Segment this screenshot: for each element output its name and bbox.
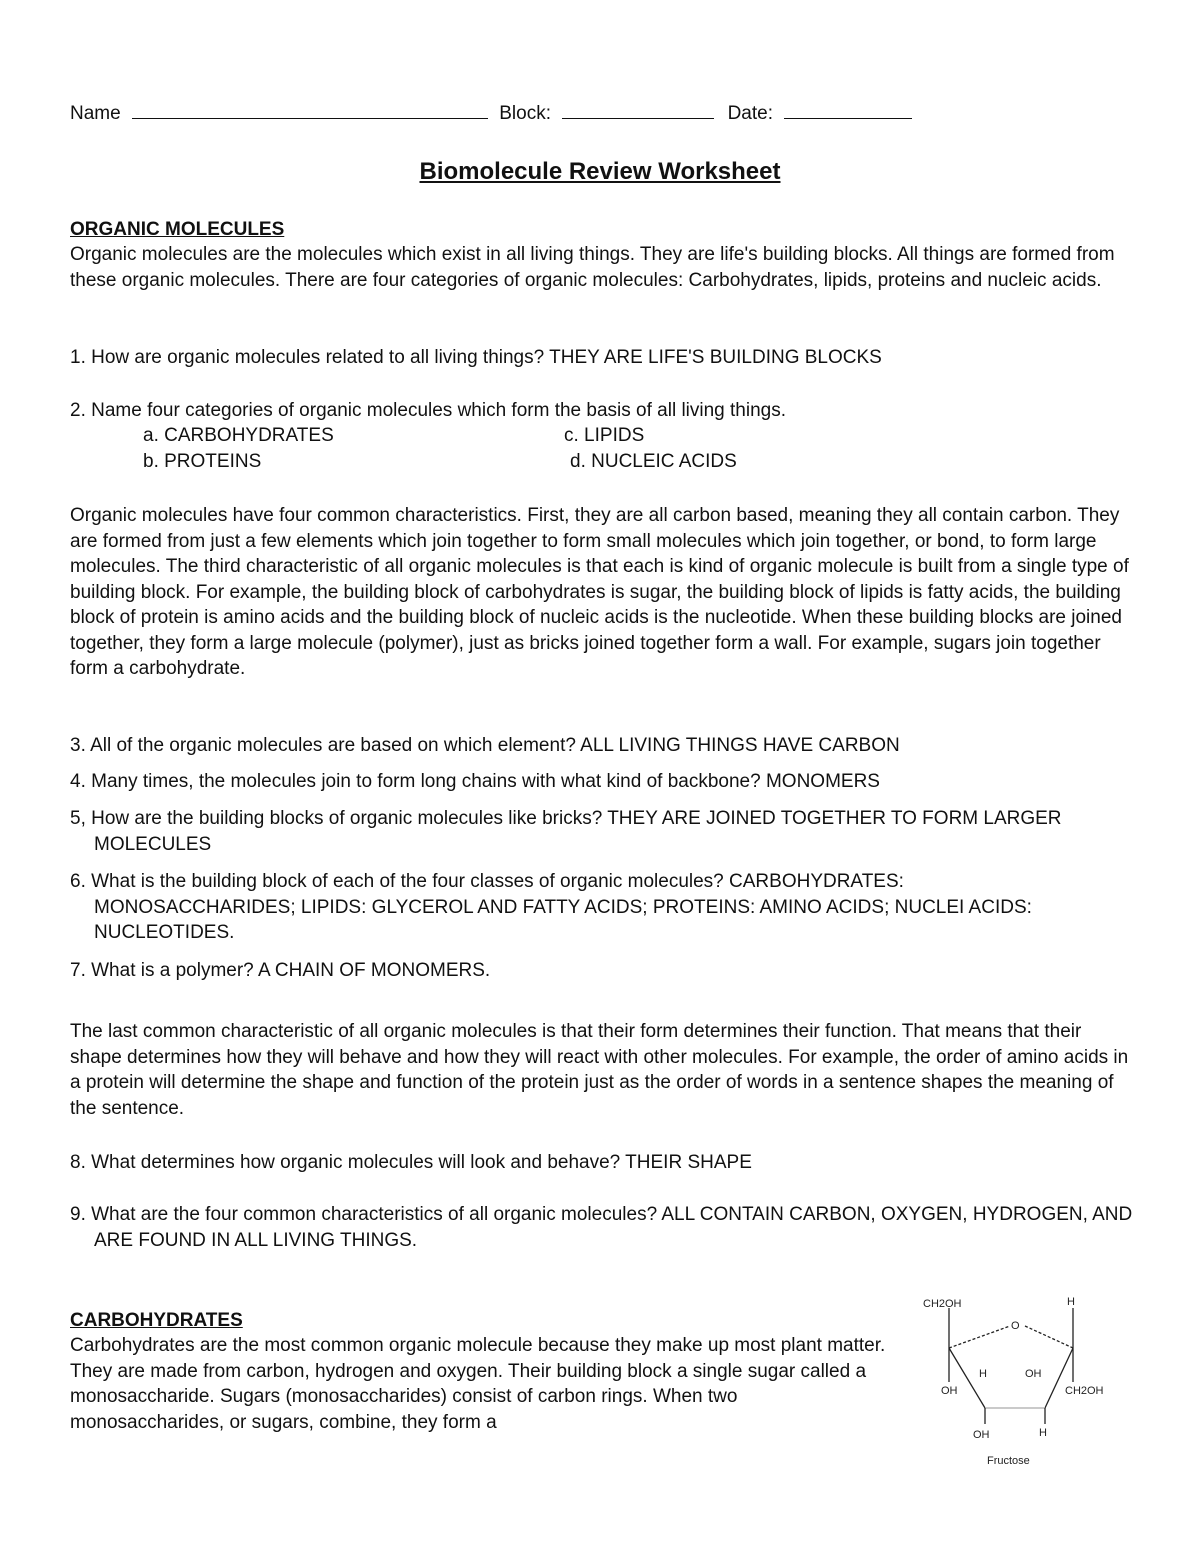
page-title: Biomolecule Review Worksheet (419, 158, 781, 185)
question-9: 9. What are the four common characteristics of all organic molecules? ALL CONTAIN CARBON, OXYGEN, HYDROGEN, AND ARE FOUND IN ALL LIVING THINGS. (70, 1204, 1133, 1251)
question-8: 8. What determines how organic molecules will look and behave? THEIR SHAPE (70, 1152, 752, 1173)
date-field[interactable] (784, 100, 912, 119)
carbohydrates-text: Carbohydrates are the most common organic molecule because they make up most plant matter. They are made from carbon, hydrogen and oxygen. Their building block a single sugar called a monosaccharide. Sugars (monosaccharides) consist of carbon rings. When two monosaccharides, or sugars, combine, they form a (70, 1335, 886, 1433)
answer-2c: c. LIPIDS (564, 425, 645, 446)
label-oh-bottom: OH (973, 1429, 990, 1441)
label-h-bottom: H (1039, 1427, 1047, 1439)
figure-caption: Fructose (987, 1455, 1030, 1467)
question-3: 3. All of the organic molecules are based on which element? ALL LIVING THINGS HAVE CARBON (70, 735, 900, 756)
label-oh-mid: OH (1025, 1368, 1042, 1380)
block-label: Block: (499, 103, 551, 124)
label-oh-left: OH (941, 1385, 958, 1397)
section-heading-carbohydrates: CARBOHYDRATES (70, 1310, 243, 1331)
answer-2d: d. NUCLEIC ACIDS (570, 451, 737, 472)
answer-2a: a. CARBOHYDRATES (143, 425, 334, 446)
name-label: Name (70, 103, 121, 124)
date-label: Date: (727, 103, 773, 124)
characteristics-paragraph: Organic molecules have four common characteristics. First, they are all carbon based, meaning they all contain carbon. They are formed from just a few elements which join together to form small molecules which join together, or bond, to form large molecules. The third characteristic of all organic molecules is that each is kind of organic molecule is built from a single type of building block. For example, the building block of carbohydrates is sugar, the building block of lipids is fatty acids, the building block of protein is amino acids and the building block of nucleic acids is the nucleotide. When these building blocks are joined together, they form a large molecule (polymer), just as bricks joined together form a wall. For example, sugars join together form a carbohydrate. (70, 505, 1129, 679)
label-h-top: H (1067, 1296, 1075, 1308)
question-1: 1. How are organic molecules related to all living things? THEY ARE LIFE'S BUILDING BLOCKS (70, 347, 882, 368)
bond-ring-right-lower (1045, 1348, 1073, 1408)
header-line (70, 100, 912, 127)
form-function-paragraph: The last common characteristic of all organic molecules is that their form determines their function. That means that their shape determines how they will behave and how they will react with other molecules. For example, the order of amino acids in a protein will determine the shape and function of the protein just as the order of words in a sentence shapes the meaning of the sentence. (70, 1021, 1129, 1119)
question-4: 4. Many times, the molecules join to form long chains with what kind of backbone? MONOMERS (70, 771, 880, 792)
question-2: 2. Name four categories of organic molecules which form the basis of all living things. (70, 400, 787, 421)
question-7: 7. What is a polymer? A CHAIN OF MONOMERS. (70, 960, 491, 981)
question-5: 5, How are the building blocks of organic molecules like bricks? THEY ARE JOINED TOGETHER TO FORM LARGER MOLECULES (70, 808, 1062, 855)
label-ring-oxygen: O (1011, 1320, 1020, 1332)
section-heading-organic: ORGANIC MOLECULES (70, 219, 285, 240)
bond-ring-left-to-o (949, 1326, 1010, 1348)
fructose-structure-figure (915, 1290, 1125, 1470)
answer-2b: b. PROTEINS (143, 451, 262, 472)
bond-ring-o-to-right (1025, 1326, 1073, 1348)
label-h-mid: H (979, 1368, 987, 1380)
organic-intro: Organic molecules are the molecules which exist in all living things. They are life's building blocks. All things are formed from these organic molecules. There are four categories of organic molecules: Carbohydrates, lipids, proteins and nucleic acids. (70, 244, 1115, 291)
question-6: 6. What is the building block of each of the four classes of organic molecules? CARBOHYDRATES: MONOSACCHARIDES; LIPIDS: GLYCEROL AND FATTY ACIDS; PROTEINS: AMINO ACIDS; NUCLEI ACIDS: NUCLEOTIDES. (70, 871, 1032, 943)
block-field[interactable] (562, 100, 714, 119)
name-field[interactable] (132, 100, 488, 119)
label-ch2oh-right: CH2OH (1065, 1385, 1104, 1397)
label-ch2oh-top: CH2OH (923, 1298, 962, 1310)
